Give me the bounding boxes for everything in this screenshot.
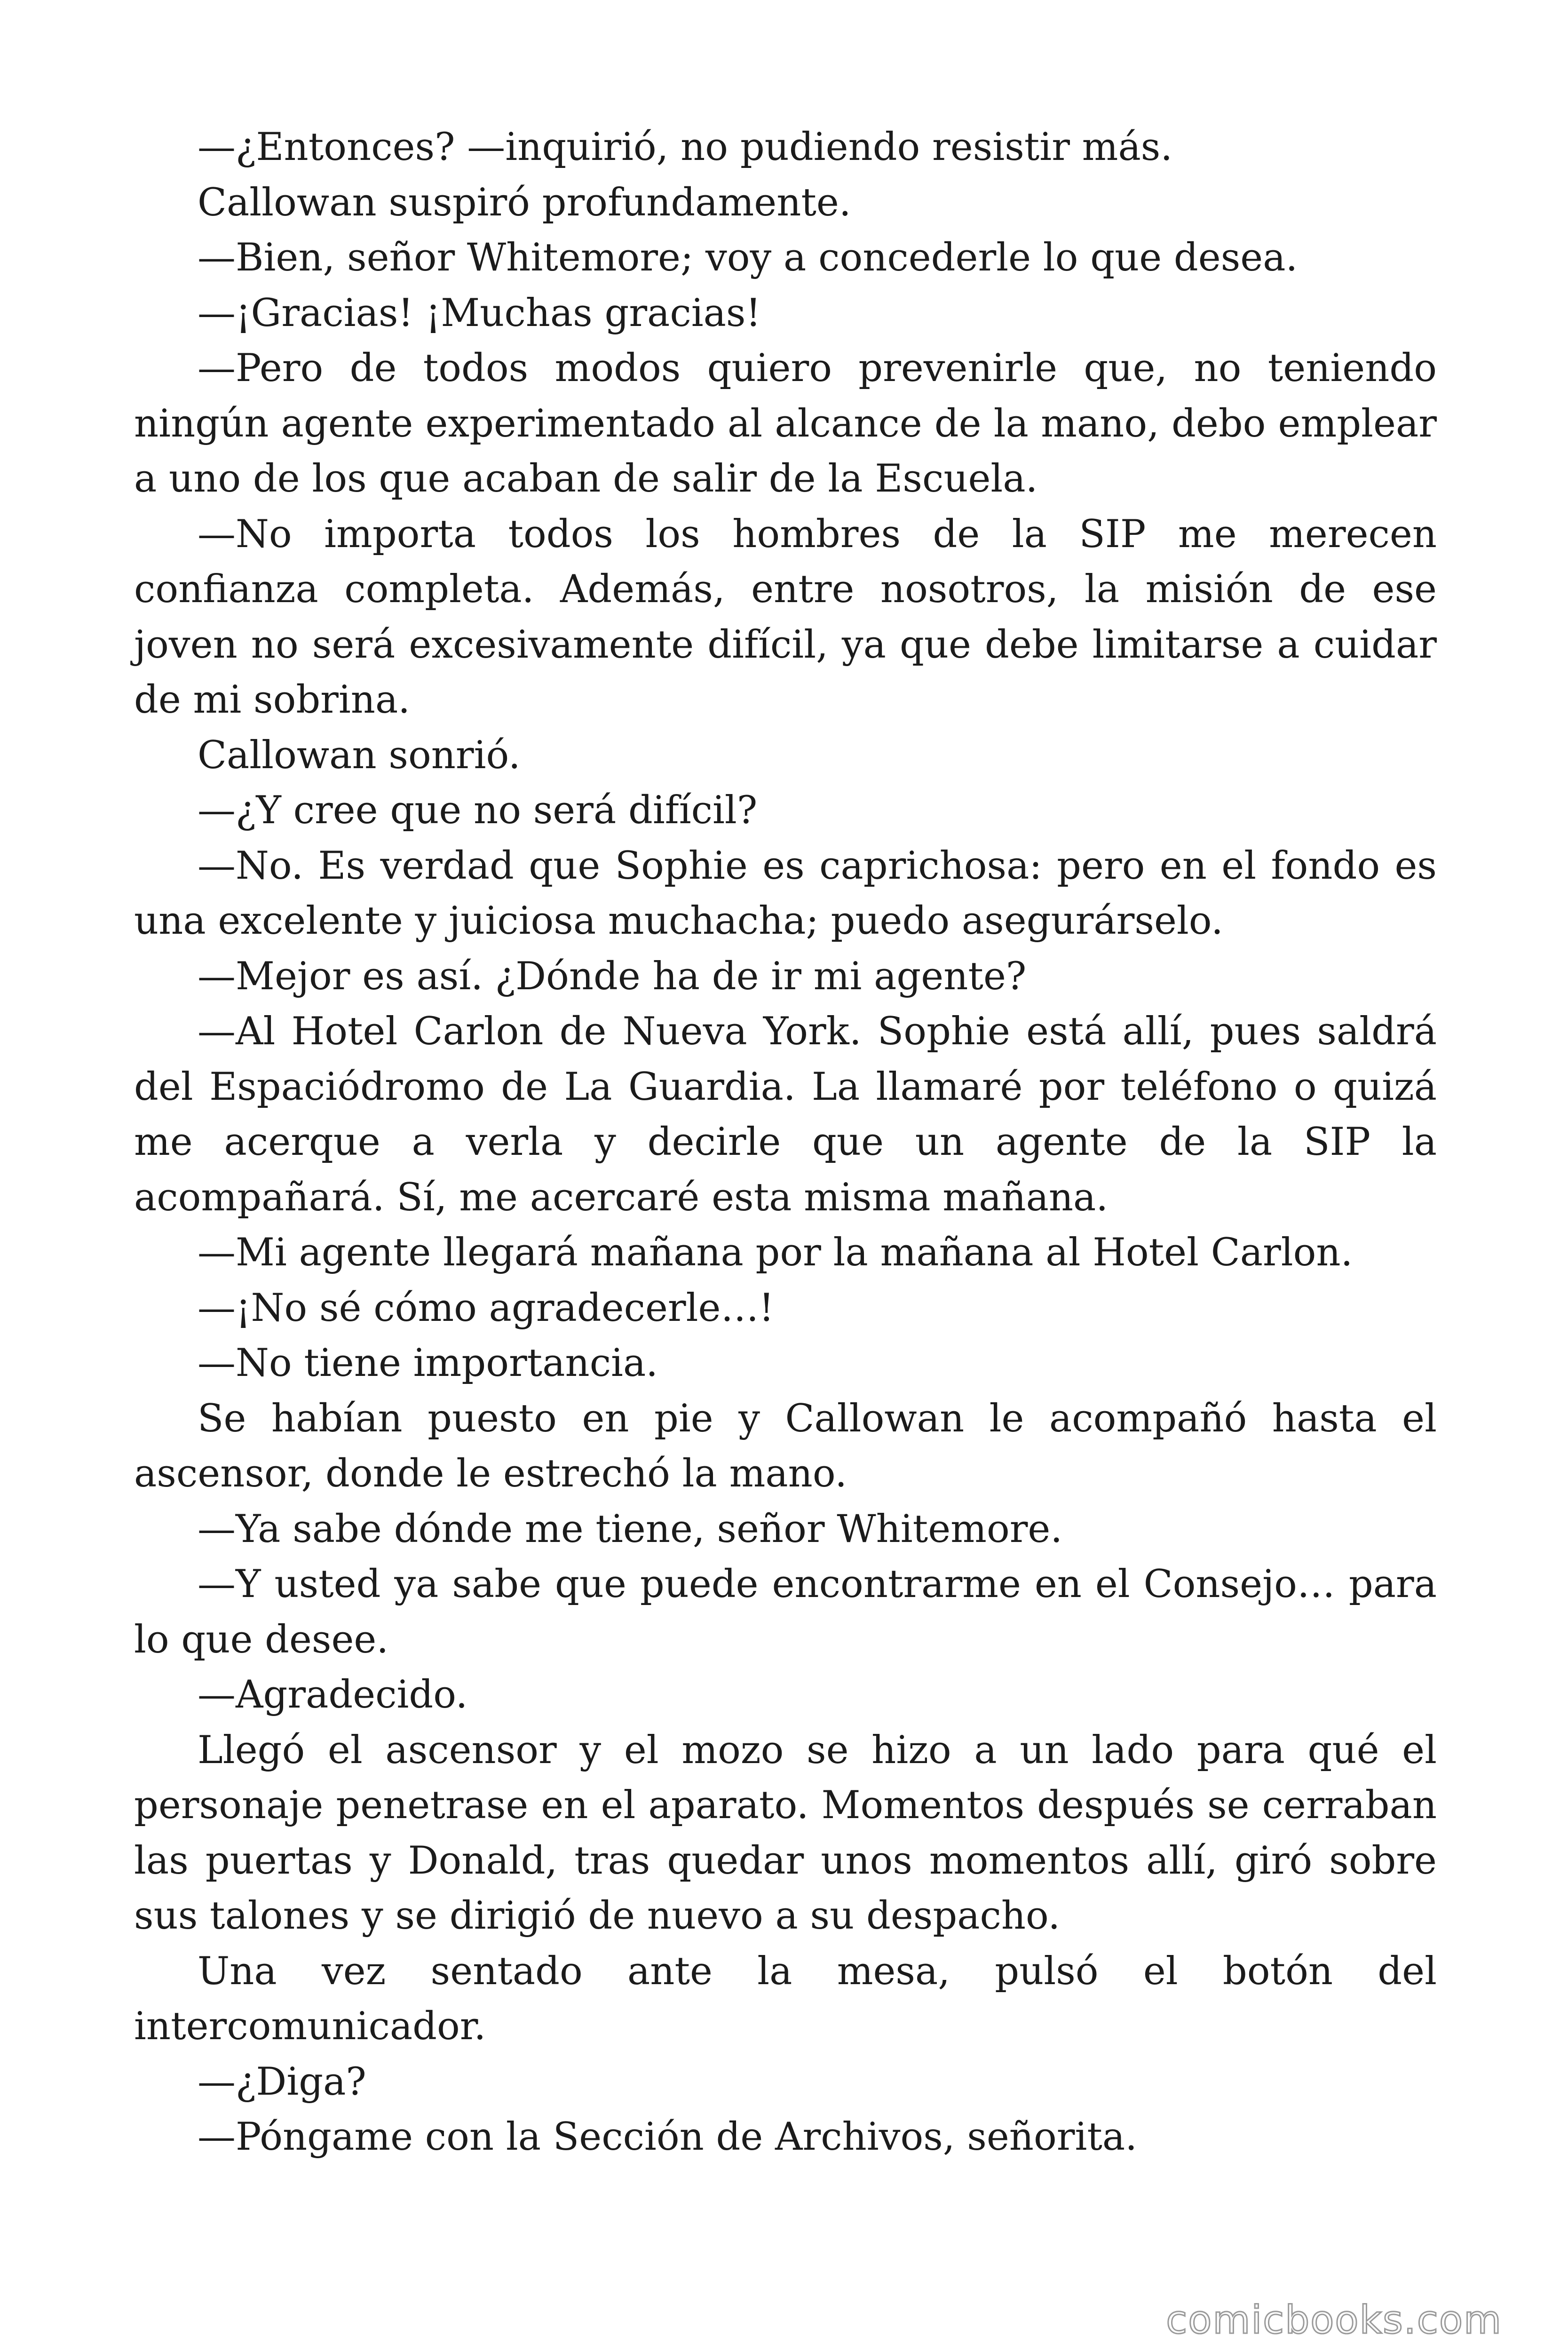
paragraph: Callowan suspiró profundamente. — [198, 180, 851, 225]
paragraph: —No importa todos los hombres de la SIP me merecen confianza completa. Además, entre nosotros, la misión de ese joven no será excesivamente difícil, ya que debe limitarse a cuidar de mi sobrina. — [134, 512, 1437, 722]
paragraph: —Al Hotel Carlon de Nueva York. Sophie está allí, pues saldrá del Espaciódromo de La Guardia. La llamaré por teléfono o quizá me acerque a verla y decirle que un agente de la SIP la acompañará. Sí, me acercaré esta misma mañana. — [134, 1009, 1437, 1220]
paragraph: —¿Entonces? —inquirió, no pudiendo resistir más. — [198, 125, 1173, 169]
paragraph: —No tiene importancia. — [198, 1341, 658, 1385]
paragraph: —¡Gracias! ¡Muchas gracias! — [198, 291, 761, 335]
paragraph: —Póngame con la Sección de Archivos, señorita. — [198, 2115, 1137, 2159]
paragraph: —¡No sé cómo agradecerle…! — [198, 1286, 774, 1330]
paragraph: —Agradecido. — [198, 1673, 468, 1717]
paragraph: —Mejor es así. ¿Dónde ha de ir mi agente? — [198, 954, 1027, 999]
page-body — [134, 120, 1437, 2165]
paragraph: —¿Diga? — [198, 2059, 366, 2104]
paragraph: —Mi agente llegará mañana por la mañana al Hotel Carlon. — [198, 1231, 1353, 1275]
paragraph: —Bien, señor Whitemore; voy a concederle lo que desea. — [198, 236, 1298, 280]
paragraph: Se habían puesto en pie y Callowan le acompañó hasta el ascensor, donde le estrechó la mano. — [134, 1396, 1437, 1496]
paragraph: —No. Es verdad que Sophie es caprichosa: pero en el fondo es una excelente y juiciosa muchacha; puedo asegurárselo. — [134, 843, 1437, 943]
watermark-text: comicbooks.com — [1166, 2298, 1502, 2343]
paragraph: Callowan sonrió. — [198, 733, 521, 778]
paragraph: —Ya sabe dónde me tiene, señor Whitemore. — [198, 1507, 1063, 1551]
paragraph: Una vez sentado ante la mesa, pulsó el botón del intercomunicador. — [134, 1949, 1437, 2049]
paragraph: —¿Y cree que no será difícil? — [198, 788, 758, 833]
paragraph: —Y usted ya sabe que puede encontrarme en el Consejo… para lo que desee. — [134, 1562, 1437, 1662]
paragraph: Llegó el ascensor y el mozo se hizo a un lado para qué el personaje penetrase en el aparato. Momentos después se cerraban las puertas y Donald, tras quedar unos momentos allí, giró sobre sus talones y se dirigió de nuevo a su despacho. — [134, 1728, 1437, 1938]
paragraph: —Pero de todos modos quiero prevenirle que, no teniendo ningún agente experimentado al alcance de la mano, debo emplear a uno de los que acaban de salir de la Escuela. — [134, 346, 1437, 501]
